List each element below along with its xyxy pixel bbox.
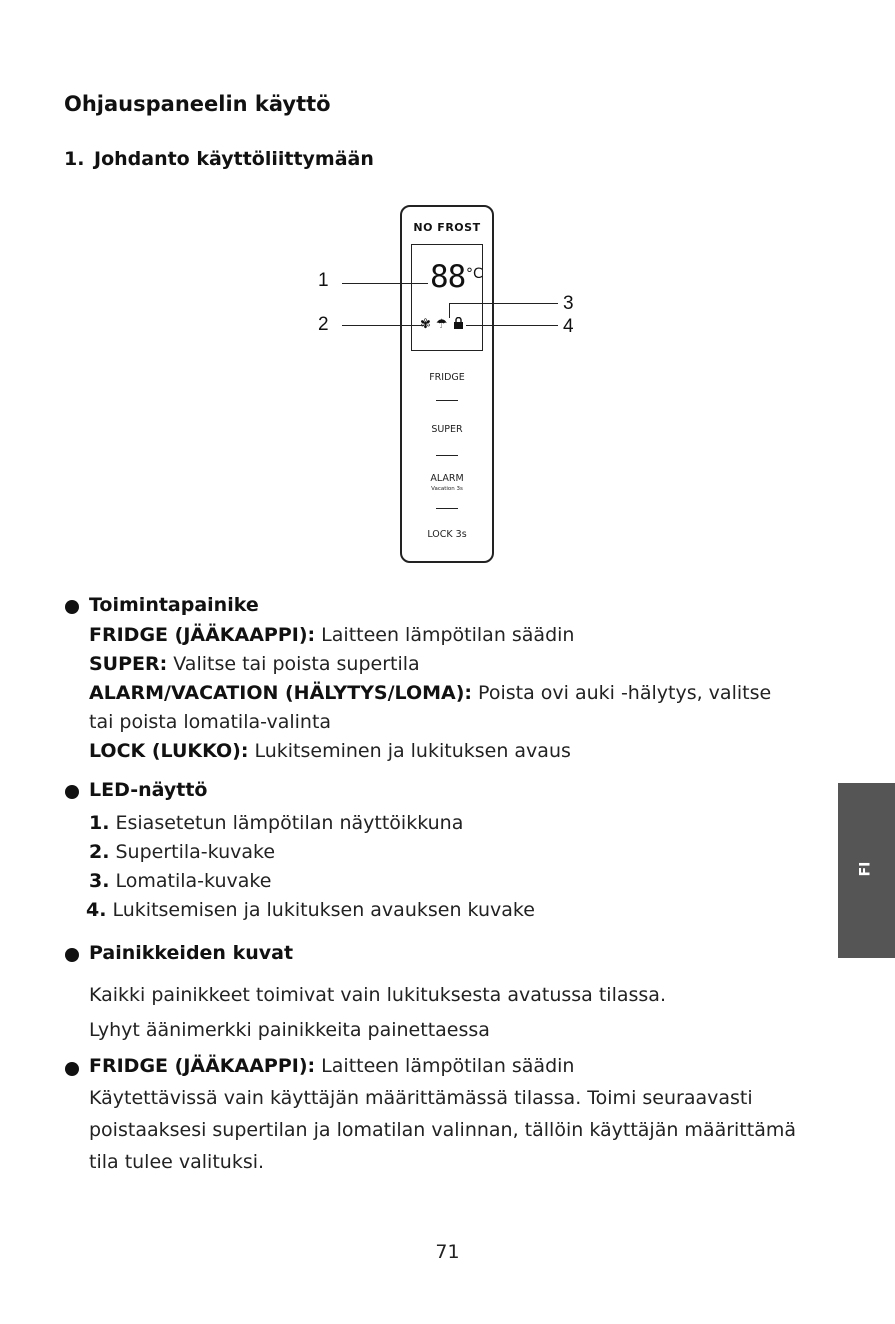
page-number: 71 xyxy=(435,1241,460,1263)
section-heading xyxy=(64,148,374,170)
list-item: SUPER: Valitse tai poista supertila xyxy=(89,653,420,675)
section-number: 1. xyxy=(64,148,85,170)
led-list xyxy=(86,809,535,925)
toimintapainike-list xyxy=(89,621,771,766)
lock-button: LOCK 3s xyxy=(427,529,467,540)
super-button: SUPER xyxy=(431,424,463,435)
callout-4: 4 xyxy=(563,316,574,337)
section-title: Johdanto käyttöliittymään xyxy=(94,148,374,170)
vacation-icon: ☂ xyxy=(435,317,448,332)
lock-icon xyxy=(453,317,464,334)
callout-3: 3 xyxy=(563,293,574,314)
led-display xyxy=(411,244,483,351)
fridge-line-1: Käytettävissä vain käyttäjän määrittämässä tilassa. Toimi seuraavasti xyxy=(89,1087,753,1109)
painikkeiden-line-1: Kaikki painikkeet toimivat vain lukituksesta avatussa tilassa. xyxy=(89,984,666,1006)
temperature-digits: 88 xyxy=(430,259,466,295)
block-title-led: LED-näyttö xyxy=(89,779,208,801)
alarm-button-sub: Vacation 3s xyxy=(431,486,463,492)
block-title-toimintapainike: Toimintapainike xyxy=(89,594,259,616)
control-panel xyxy=(400,205,494,563)
block-title-fridge: FRIDGE (JÄÄKAAPPI): Laitteen lämpötilan säädin xyxy=(89,1055,575,1077)
list-item: ALARM/VACATION (HÄLYTYS/LOMA): Poista ovi auki -hälytys, valitse xyxy=(89,682,772,704)
list-item: 1. Esiasetetun lämpötilan näyttöikkuna xyxy=(89,812,464,834)
language-tab xyxy=(838,783,895,958)
separator xyxy=(436,508,458,509)
separator xyxy=(436,455,458,456)
fridge-line-2: poistaaksesi supertilan ja lomatilan valinnan, tällöin käyttäjän määrittämä xyxy=(89,1119,796,1141)
callout-2: 2 xyxy=(318,314,329,335)
bullet xyxy=(65,600,79,614)
bullet xyxy=(65,948,79,962)
list-item: 3. Lomatila-kuvake xyxy=(89,870,272,892)
callout-line-1 xyxy=(342,283,428,284)
temperature-unit: °C xyxy=(466,266,483,282)
language-tab-label: FI xyxy=(857,861,874,877)
page-heading: Ohjauspaneelin käyttö xyxy=(64,92,331,116)
list-item: FRIDGE (JÄÄKAAPPI): Laitteen lämpötilan säädin xyxy=(89,624,575,646)
fridge-button: FRIDGE xyxy=(429,372,465,383)
fan-icon: ✾ xyxy=(420,317,431,332)
callout-line-3-drop xyxy=(449,303,450,318)
callout-line-2 xyxy=(342,325,424,326)
callout-1: 1 xyxy=(318,270,329,291)
list-item: 2. Supertila-kuvake xyxy=(89,841,276,863)
list-item: LOCK (LUKKO): Lukitseminen ja lukituksen avaus xyxy=(89,740,571,762)
status-icons xyxy=(420,317,464,334)
alarm-button: ALARM xyxy=(430,473,464,484)
separator xyxy=(436,400,458,401)
list-item: tai poista lomatila-valinta xyxy=(89,711,332,733)
bullet xyxy=(65,785,79,799)
block-title-painikkeiden: Painikkeiden kuvat xyxy=(89,942,294,964)
brand-label: NO FROST xyxy=(413,221,481,234)
bullet xyxy=(65,1062,79,1076)
callout-line-4 xyxy=(466,325,558,326)
painikkeiden-line-2: Lyhyt äänimerkki painikkeita painettaessa xyxy=(89,1019,490,1041)
callout-line-3 xyxy=(450,303,558,304)
list-item: 4. Lukitsemisen ja lukituksen avauksen kuvake xyxy=(86,899,535,921)
fridge-line-3: tila tulee valituksi. xyxy=(89,1151,265,1173)
